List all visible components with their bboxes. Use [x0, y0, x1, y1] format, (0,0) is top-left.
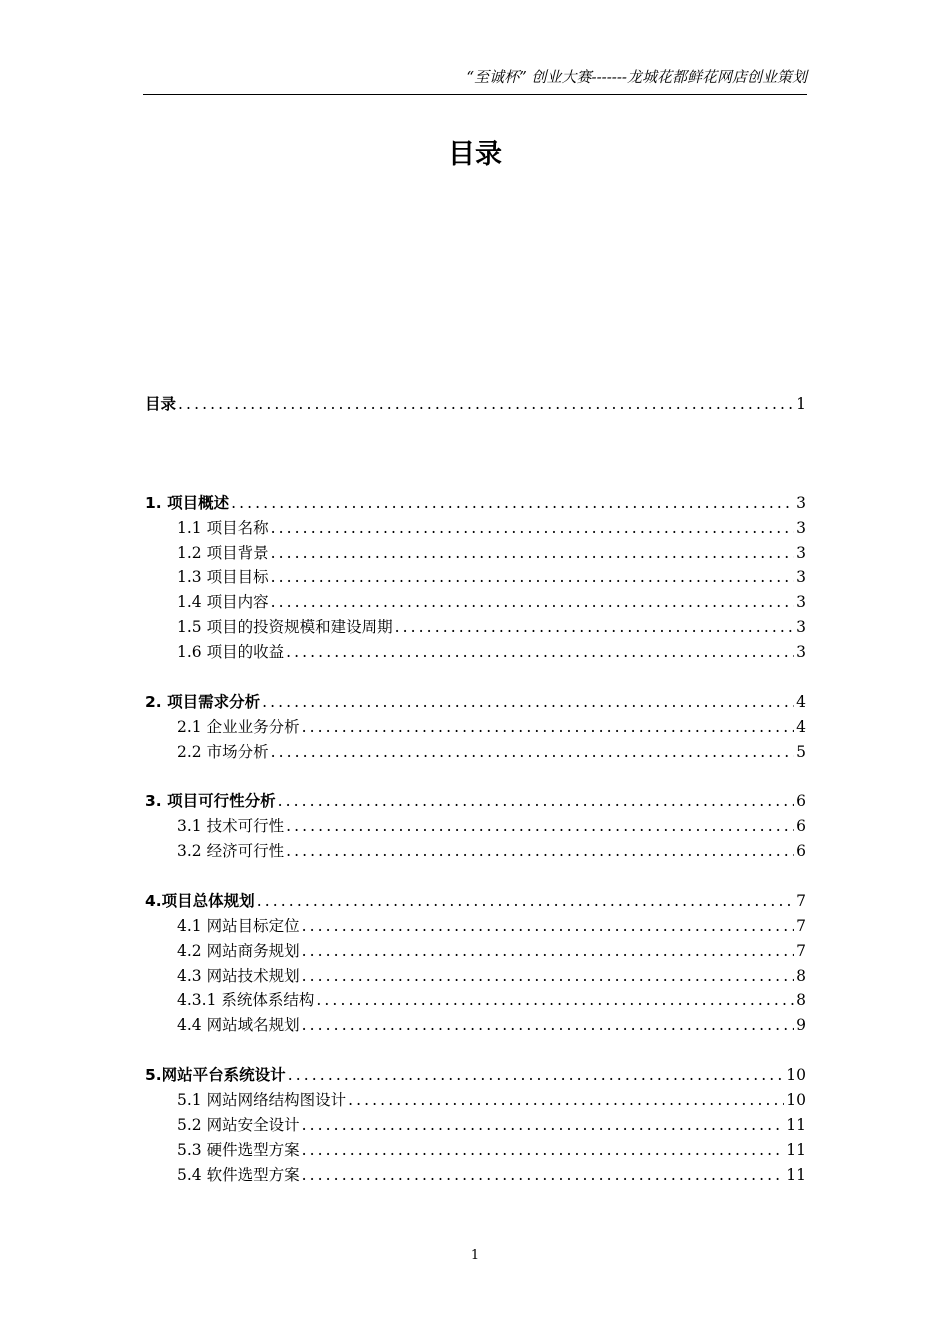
- toc-entry-page: 7: [796, 942, 806, 960]
- toc-dot-leader: [300, 940, 795, 962]
- toc-entry-label: 1.4 项目内容: [177, 593, 269, 611]
- toc-entry-page: 1: [796, 395, 806, 413]
- toc-dot-leader: [393, 616, 795, 638]
- toc-entry-page: 3: [796, 593, 806, 611]
- toc-entry-label: 5.2 网站安全设计: [177, 1116, 300, 1134]
- toc-entry-3-1[interactable]: [177, 815, 806, 837]
- toc-entry-page: 3: [796, 519, 806, 537]
- toc-entry-page: 3: [796, 494, 806, 512]
- toc-dot-leader: [269, 517, 795, 539]
- toc-entry-label: 4.2 网站商务规划: [177, 942, 300, 960]
- toc-dot-leader: [346, 1089, 784, 1111]
- toc-entry-label: 2.2 市场分析: [177, 743, 269, 761]
- toc-dot-leader: [269, 741, 795, 763]
- toc-entry-label: 1.2 项目背景: [177, 544, 269, 562]
- toc-dot-leader: [300, 1114, 785, 1136]
- toc-dot-leader: [255, 890, 794, 912]
- toc-entry-3-2[interactable]: [177, 840, 806, 862]
- toc-entry-1-1[interactable]: [177, 517, 806, 539]
- toc-entry-label: 3. 项目可行性分析: [145, 792, 276, 810]
- toc-entry-page: 7: [796, 892, 806, 910]
- toc-dot-leader: [314, 989, 794, 1011]
- toc-entry-page: 10: [786, 1091, 806, 1109]
- toc-entry-page: 3: [796, 643, 806, 661]
- toc-entry-1-5[interactable]: [177, 616, 806, 638]
- toc-entry-page: 6: [796, 817, 806, 835]
- toc-entry-4-2[interactable]: [177, 940, 806, 962]
- toc-entry-page: 7: [796, 917, 806, 935]
- toc-entry-label: 目录: [145, 395, 177, 413]
- toc-entry-label: 4.3 网站技术规划: [177, 967, 300, 985]
- toc-dot-leader: [269, 591, 795, 613]
- toc-entry-section-5[interactable]: [145, 1064, 806, 1086]
- toc-entry-4-3[interactable]: [177, 965, 806, 987]
- toc-entry-page: 3: [796, 544, 806, 562]
- running-header: “至诚杯” 创业大赛-------龙城花都鲜花网店创业策划: [466, 68, 807, 86]
- toc-entry-page: 6: [796, 792, 806, 810]
- toc-entry-5-4[interactable]: [177, 1164, 806, 1186]
- toc-dot-leader: [276, 790, 795, 812]
- toc-dot-leader: [269, 542, 795, 564]
- toc-entry-page: 3: [796, 618, 806, 636]
- toc-dot-leader: [260, 691, 794, 713]
- toc-entry-4-1[interactable]: [177, 915, 806, 937]
- toc-dot-leader: [300, 915, 795, 937]
- toc-entry-section-1[interactable]: [145, 492, 806, 514]
- toc-entry-4-3-1[interactable]: [177, 989, 806, 1011]
- toc-entry-label: 1.5 项目的投资规模和建设周期: [177, 618, 393, 636]
- toc-entry-label: 4.4 网站域名规划: [177, 1016, 300, 1034]
- toc-dot-leader: [300, 1139, 785, 1161]
- toc-entry-page: 11: [786, 1166, 806, 1184]
- toc-entry-label: 2. 项目需求分析: [145, 693, 261, 711]
- toc-entry-label: 4.3.1 系统体系结构: [177, 991, 315, 1009]
- toc-dot-leader: [300, 716, 795, 738]
- toc-entry-page: 8: [796, 967, 806, 985]
- toc-entry-label: 1.6 项目的收益: [177, 643, 285, 661]
- toc-entry-section-2[interactable]: [145, 691, 806, 713]
- toc-dot-leader: [300, 1014, 795, 1036]
- toc-entry-section-4[interactable]: [145, 890, 806, 912]
- toc-dot-leader: [176, 393, 794, 415]
- toc-entry-2-1[interactable]: [177, 716, 806, 738]
- toc-entry-label: 4.1 网站目标定位: [177, 917, 300, 935]
- toc-dot-leader: [300, 1164, 785, 1186]
- toc-entry-label: 1. 项目概述: [145, 494, 230, 512]
- toc-entry-page: 5: [796, 743, 806, 761]
- header-rule: [143, 94, 807, 95]
- toc-entry-label: 4.项目总体规划: [145, 892, 255, 910]
- page-title: 目录: [448, 139, 502, 170]
- toc-dot-leader: [269, 566, 795, 588]
- toc-entry-page: 3: [796, 568, 806, 586]
- toc-entry-contents[interactable]: [145, 393, 806, 415]
- toc-entry-label: 1.3 项目目标: [177, 568, 269, 586]
- toc-entry-1-2[interactable]: [177, 542, 806, 564]
- toc-entry-1-4[interactable]: [177, 591, 806, 613]
- toc-entry-page: 8: [796, 991, 806, 1009]
- toc-entry-label: 5.网站平台系统设计: [145, 1066, 286, 1084]
- toc-entry-5-2[interactable]: [177, 1114, 806, 1136]
- toc-entry-page: 11: [786, 1141, 806, 1159]
- toc-entry-page: 4: [796, 693, 806, 711]
- toc-dot-leader: [300, 965, 795, 987]
- toc-entry-label: 1.1 项目名称: [177, 519, 269, 537]
- toc-entry-5-1[interactable]: [177, 1089, 806, 1111]
- toc-entry-1-3[interactable]: [177, 566, 806, 588]
- toc-entry-label: 5.1 网站网络结构图设计: [177, 1091, 347, 1109]
- toc-dot-leader: [284, 815, 794, 837]
- toc-dot-leader: [229, 492, 794, 514]
- toc-dot-leader: [286, 1064, 785, 1086]
- toc-entry-section-3[interactable]: [145, 790, 806, 812]
- toc-entry-page: 10: [786, 1066, 806, 1084]
- toc-entry-4-4[interactable]: [177, 1014, 806, 1036]
- toc-entry-label: 3.2 经济可行性: [177, 842, 285, 860]
- toc-entry-1-6[interactable]: [177, 641, 806, 663]
- toc-dot-leader: [284, 840, 794, 862]
- toc-entry-label: 2.1 企业业务分析: [177, 718, 300, 736]
- page-number: 1: [470, 1248, 480, 1263]
- toc-entry-page: 6: [796, 842, 806, 860]
- toc-entry-page: 9: [796, 1016, 806, 1034]
- toc-entry-label: 5.4 软件选型方案: [177, 1166, 300, 1184]
- toc-entry-label: 3.1 技术可行性: [177, 817, 285, 835]
- toc-dot-leader: [284, 641, 794, 663]
- toc-entry-5-3[interactable]: [177, 1139, 806, 1161]
- toc-entry-label: 5.3 硬件选型方案: [177, 1141, 300, 1159]
- toc-entry-page: 4: [796, 718, 806, 736]
- toc-entry-page: 11: [786, 1116, 806, 1134]
- toc-entry-2-2[interactable]: [177, 741, 806, 763]
